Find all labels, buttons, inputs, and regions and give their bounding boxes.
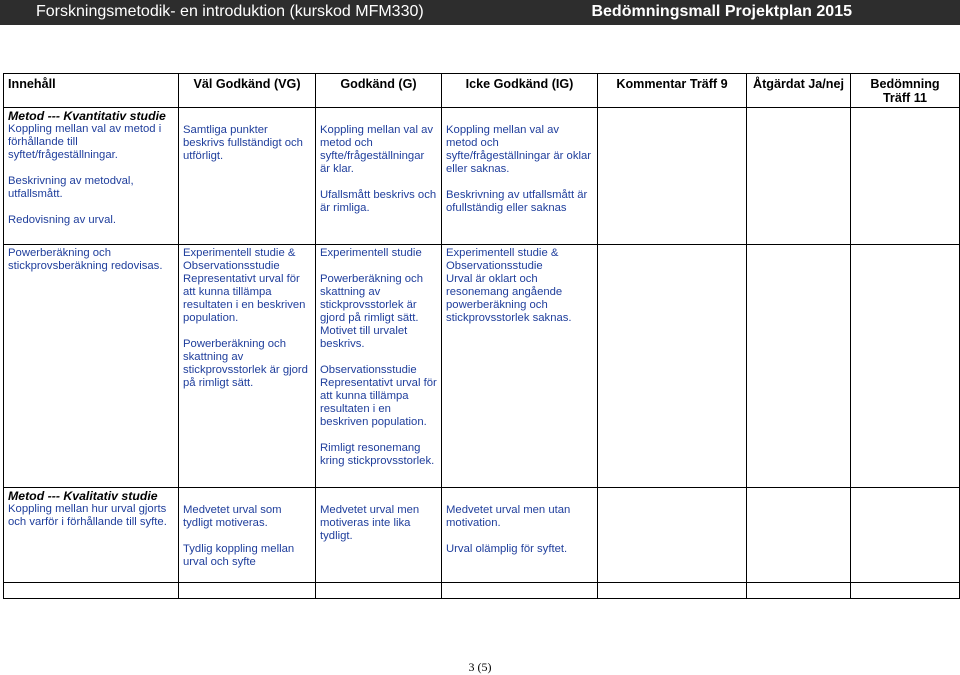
assessment-table	[3, 73, 960, 599]
table-row-power	[4, 245, 960, 488]
col-header-kommentar: Kommentar Träff 9	[598, 74, 747, 108]
cell-empty[interactable]	[598, 583, 747, 599]
col-header-bedomning: Bedömning Träff 11	[851, 74, 960, 108]
cell-kommentar-kvantitativ[interactable]	[598, 108, 747, 245]
cell-bedomning-power[interactable]	[851, 245, 960, 488]
document-header-bar	[0, 0, 960, 25]
criterion-urval: Redovisning av urval.	[8, 214, 117, 226]
cell-atgardat-kvantitativ[interactable]	[747, 108, 851, 245]
table-row-empty	[4, 583, 960, 599]
cell-atgardat-kvalitativ[interactable]	[747, 488, 851, 583]
criterion-metodval: Beskrivning av metodval, utfallsmått.	[8, 175, 134, 200]
section-title-kvalitativ: Metod --- Kvalitativ studie	[8, 489, 158, 503]
cell-g-kvalitativ: Medvetet urval men motiveras inte lika tydligt.	[316, 488, 442, 583]
cell-empty	[4, 583, 179, 599]
col-header-g: Godkänd (G)	[316, 74, 442, 108]
course-title: Forskningsmetodik- en introduktion (kurskod MFM330)	[36, 3, 424, 20]
col-header-ig: Icke Godkänd (IG)	[442, 74, 598, 108]
cell-empty	[316, 583, 442, 599]
cell-g-kvantitativ: Koppling mellan val av metod och syfte/frågeställningar är klar. Ufallsmått beskrivs och är rimliga.	[316, 108, 442, 245]
cell-ig-kvantitativ: Koppling mellan val av metod och syfte/frågeställningar är oklar eller saknas. Beskrivning av utfallsmått är ofullständig eller saknas	[442, 108, 598, 245]
cell-innehall-kvalitativ: Metod --- Kvalitativ studie Koppling mellan hur urval gjorts och varför i förhållande till syfte.	[4, 488, 179, 583]
cell-ig-kvalitativ: Medvetet urval men utan motivation. Urval olämplig för syftet.	[442, 488, 598, 583]
cell-innehall-power: Powerberäkning och stickprovsberäkning redovisas.	[4, 245, 179, 488]
cell-vg-power: Experimentell studie & Observationsstudie Representativt urval för att kunna tillämpa resultaten i en beskriven population. Powerberäkning och skattning av stickprovsstorlek är gjord på rimligt sätt.	[179, 245, 316, 488]
cell-g-power: Experimentell studie Powerberäkning och skattning av stickprovsstorlek är gjord på rimligt sätt. Motivet till urvalet beskrivs. Observationsstudie Representativt urval för att kunna tillämpa resultaten i en beskriven population. Rimligt resonemang kring stickprovsstorlek.	[316, 245, 442, 488]
cell-empty[interactable]	[851, 583, 960, 599]
document-title: Bedömningsmall Projektplan 2015	[591, 3, 852, 20]
table-row-kvalitativ	[4, 488, 960, 583]
col-header-atgardat: Åtgärdat Ja/nej	[747, 74, 851, 108]
cell-empty	[442, 583, 598, 599]
cell-innehall-kvantitativ	[4, 108, 179, 245]
cell-bedomning-kvantitativ[interactable]	[851, 108, 960, 245]
col-header-innehall: Innehåll	[4, 74, 179, 108]
cell-empty	[179, 583, 316, 599]
page-number: 3 (5)	[468, 660, 492, 674]
cell-empty[interactable]	[747, 583, 851, 599]
table-row-kvantitativ	[4, 108, 960, 245]
cell-atgardat-power[interactable]	[747, 245, 851, 488]
col-header-vg: Väl Godkänd (VG)	[179, 74, 316, 108]
criterion-koppling: Koppling mellan val av metod i förhållande till syftet/frågeställningar.	[8, 123, 162, 161]
cell-ig-power: Experimentell studie & Observationsstudie Urval är oklart och resonemang angående powerberäkning och stickprovsstorlek saknas.	[442, 245, 598, 488]
cell-kommentar-power[interactable]	[598, 245, 747, 488]
table-header-row	[4, 74, 960, 108]
section-title-kvantitativ: Metod --- Kvantitativ studie	[8, 109, 166, 123]
cell-vg-kvantitativ: Samtliga punkter beskrivs fullständigt och utförligt.	[179, 108, 316, 245]
cell-kommentar-kvalitativ[interactable]	[598, 488, 747, 583]
cell-vg-kvalitativ: Medvetet urval som tydligt motiveras. Tydlig koppling mellan urval och syfte	[179, 488, 316, 583]
cell-bedomning-kvalitativ[interactable]	[851, 488, 960, 583]
